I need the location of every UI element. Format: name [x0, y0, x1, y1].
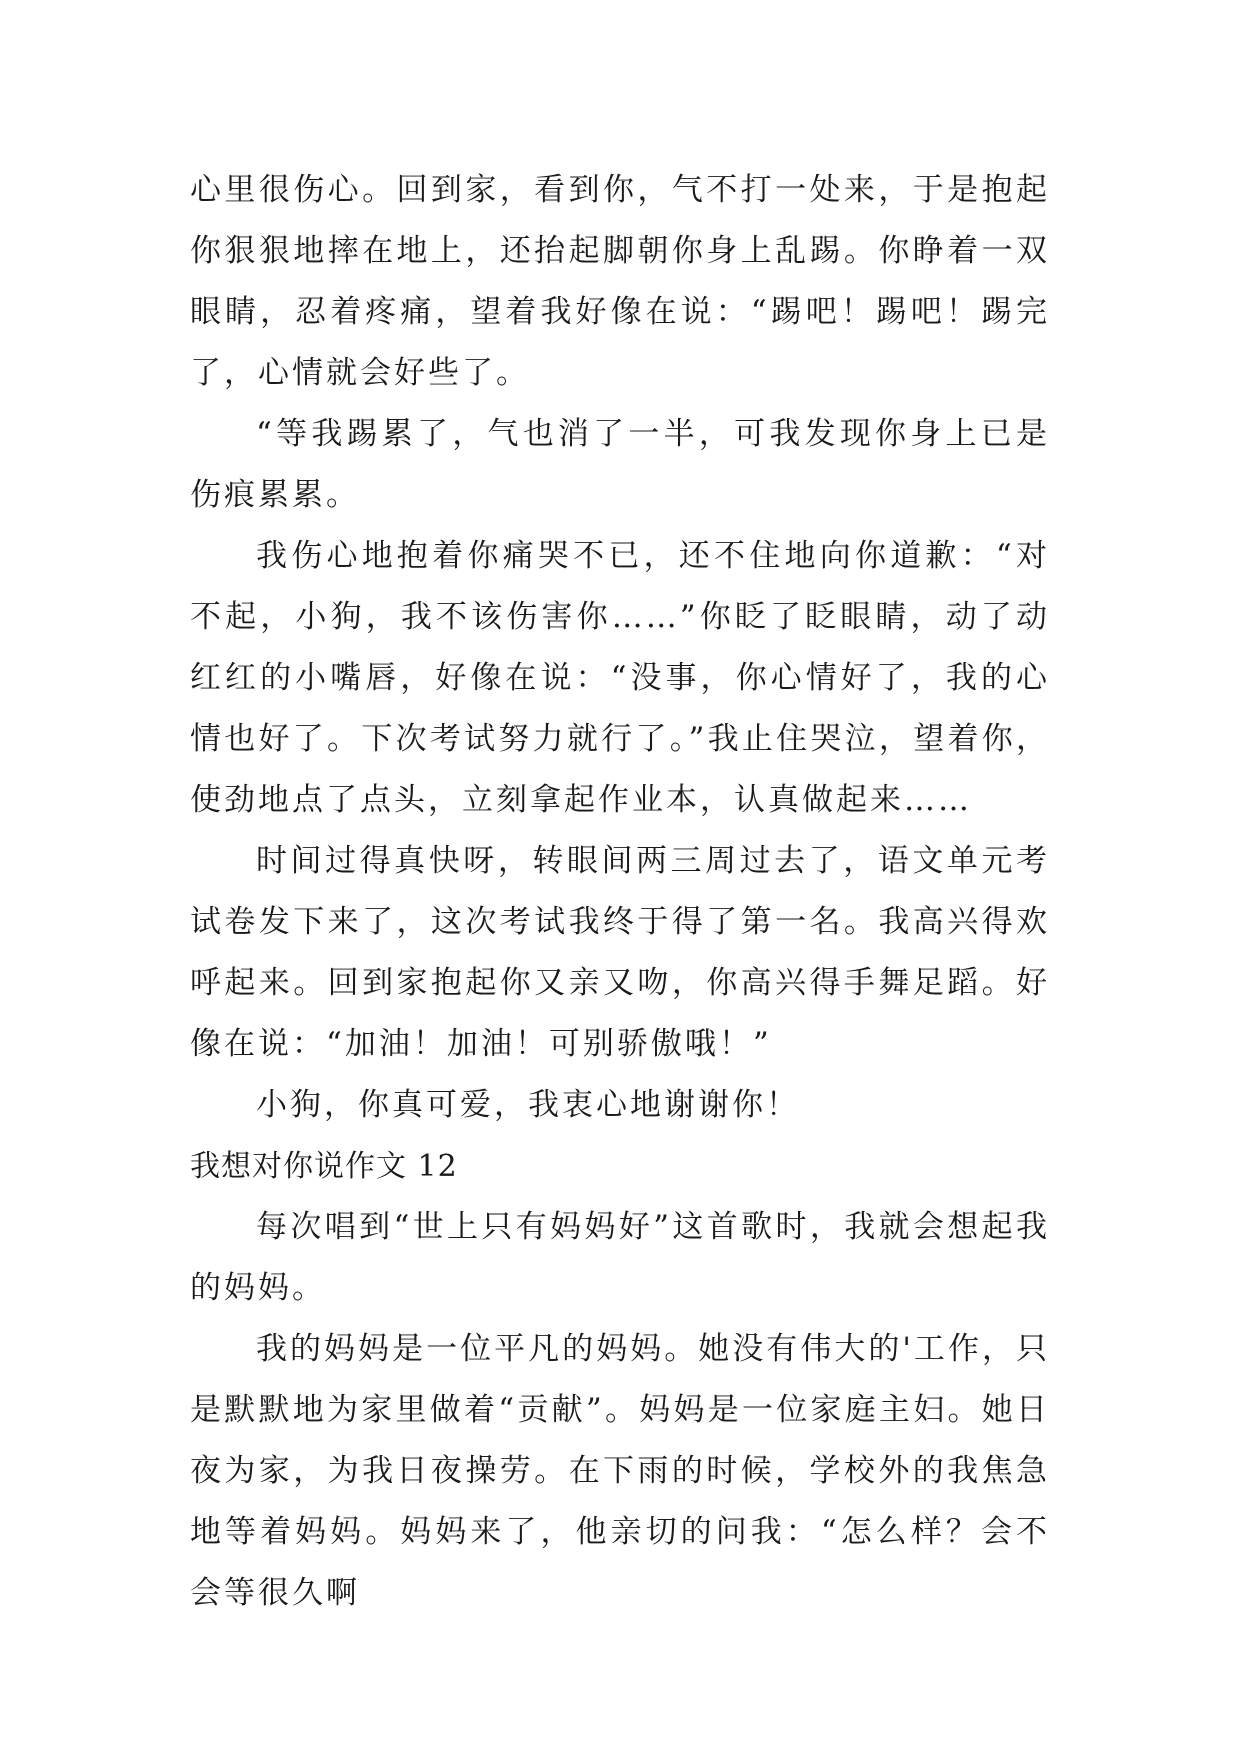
- paragraph: 我的妈妈是一位平凡的妈妈。她没有伟大的'工作，只是默默地为家里做着“贡献”。妈妈是一位家庭主妇。她日夜为家，为我日夜操劳。在下雨的时候，学校外的我焦急地等着妈妈。妈妈来了，他亲切的问我：“怎么样？会不会等很久啊: [190, 1331, 1050, 1611]
- essay-title: 我想对你说作文 12: [190, 1149, 458, 1184]
- essay-body: [190, 160, 1050, 1624]
- paragraph: 时间过得真快呀，转眼间两三周过去了，语文单元考试卷发下来了，这次考试我终于得了第一名。我高兴得欢呼起来。回到家抱起你又亲又吻，你高兴得手舞足蹈。好像在说：“加油！加油！可别骄傲哦！”: [190, 843, 1050, 1062]
- paragraph: 心里很伤心。回到家，看到你，气不打一处来，于是抱起你狠狠地摔在地上，还抬起脚朝你身上乱踢。你睁着一双眼睛，忍着疼痛，望着我好像在说：“踢吧！踢吧！踢完了，心情就会好些了。: [190, 172, 1050, 391]
- paragraph: “等我踢累了，气也消了一半，可我发现你身上已是伤痕累累。: [190, 416, 1050, 513]
- paragraph: 我伤心地抱着你痛哭不已，还不住地向你道歉：“对不起，小狗，我不该伤害你……”你眨了眨眼睛，动了动红红的小嘴唇，好像在说：“没事，你心情好了，我的心情也好了。下次考试努力就行了。”我止住哭泣，望着你，使劲地点了点头，立刻拿起作业本，认真做起来……: [190, 538, 1050, 818]
- paragraph: 小狗，你真可爱，我衷心地谢谢你！: [256, 1087, 800, 1123]
- paragraph: 每次唱到“世上只有妈妈好”这首歌时，我就会想起我的妈妈。: [190, 1209, 1050, 1306]
